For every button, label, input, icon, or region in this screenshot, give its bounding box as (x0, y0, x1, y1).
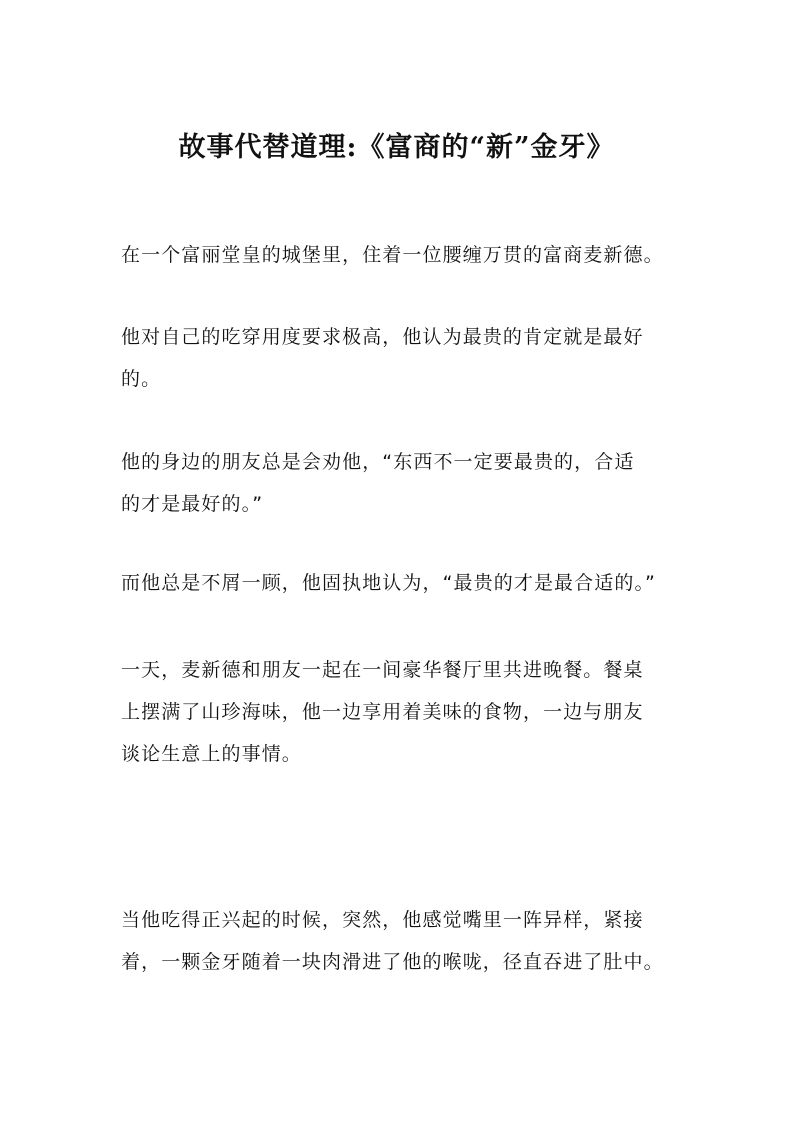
text-line: 他对自己的吃穿用度要求极高，他认为最贵的肯定就是最好 (121, 326, 644, 348)
text-line: 一天，麦新德和朋友一起在一间豪华餐厅里共进晚餐。餐桌 (121, 659, 644, 681)
text-line: 当他吃得正兴起的时候，突然，他感觉嘴里一阵异样，紧接 (121, 909, 644, 931)
paragraph-2 (121, 316, 701, 400)
text-line: 他的身边的朋友总是会劝他，“东西不一定要最贵的，合适 (121, 451, 635, 473)
paragraph-4 (121, 562, 701, 604)
paragraph-5 (121, 649, 701, 775)
paragraph-3 (121, 441, 701, 525)
paragraph-6 (121, 899, 701, 983)
text-line: 着，一颗金牙随着一块肉滑进了他的喉咙，径直吞进了肚中。 (121, 951, 664, 973)
paragraph-1 (121, 234, 701, 276)
text-line: 的才是最好的。” (121, 493, 264, 515)
text-line: 谈论生意上的事情。 (121, 743, 302, 765)
text-line: 上摆满了山珍海味，他一边享用着美味的食物，一边与朋友 (121, 701, 644, 723)
text-line: 在一个富丽堂皇的城堡里，住着一位腰缠万贯的富商麦新德。 (121, 244, 664, 266)
document-title: 故事代替道理:《富商的“新”金牙》 (178, 132, 615, 163)
text-line: 而他总是不屑一顾，他固执地认为，“最贵的才是最合适的。” (121, 572, 656, 594)
text-line: 的。 (121, 368, 162, 390)
